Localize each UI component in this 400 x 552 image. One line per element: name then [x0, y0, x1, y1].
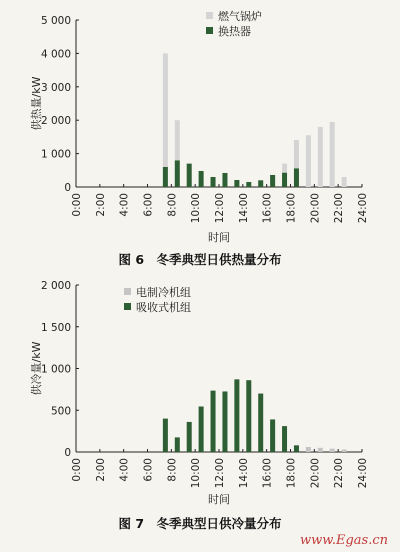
- chart-heat-supply: [29, 9, 369, 267]
- x-tick-label: 6:00: [142, 458, 155, 482]
- bar: [222, 173, 227, 187]
- bar: [270, 175, 275, 187]
- x-tick-label: 0:00: [71, 458, 83, 482]
- legend-swatch: [206, 27, 213, 34]
- y-tick-label: 1 500: [40, 321, 71, 334]
- y-axis-title: 供热量/kW: [30, 76, 43, 131]
- y-tick-label: 2 000: [40, 115, 71, 128]
- legend-label: 吸收式机组: [136, 301, 191, 314]
- x-tick-label: 22:00: [333, 193, 346, 224]
- x-tick-label: 18:00: [285, 458, 298, 489]
- x-tick-label: 12:00: [214, 458, 226, 489]
- bar: [175, 160, 180, 187]
- x-tick-label: 16:00: [261, 193, 274, 224]
- bar: [318, 127, 323, 187]
- x-tick-label: 8:00: [166, 458, 179, 482]
- bar: [163, 53, 168, 167]
- bar: [163, 419, 168, 452]
- bar: [187, 164, 192, 187]
- x-tick-label: 10:00: [190, 193, 203, 224]
- y-tick-label: 0: [64, 447, 71, 459]
- x-tick-label: 2:00: [94, 458, 107, 482]
- bar: [234, 180, 239, 187]
- legend-label: 换热器: [218, 25, 251, 38]
- bar: [175, 437, 180, 452]
- y-tick-label: 500: [50, 405, 71, 418]
- y-tick-label: 2 000: [40, 280, 71, 292]
- bar: [199, 171, 204, 187]
- x-tick-label: 14:00: [237, 192, 250, 224]
- x-axis-title: 时间: [208, 493, 230, 506]
- bar: [318, 448, 323, 452]
- bar: [211, 391, 216, 452]
- x-tick-label: 10:00: [190, 458, 203, 489]
- bar: [282, 173, 287, 187]
- y-tick-label: 0: [64, 182, 71, 194]
- x-tick-label: 4:00: [118, 458, 131, 482]
- bar: [294, 140, 299, 168]
- bar: [342, 177, 347, 187]
- bar: [342, 449, 347, 452]
- x-tick-label: 24:00: [357, 193, 369, 224]
- figure-caption: 图 6 冬季典型日供热量分布: [118, 252, 282, 267]
- bar: [234, 379, 239, 452]
- bar: [330, 449, 335, 452]
- bar: [246, 380, 251, 452]
- bar: [175, 120, 180, 160]
- bar: [330, 122, 335, 187]
- x-tick-label: 20:00: [309, 458, 322, 489]
- x-tick-label: 8:00: [166, 193, 179, 217]
- y-tick-label: 1 000: [40, 363, 71, 376]
- x-tick-label: 14:00: [237, 458, 250, 489]
- x-tick-label: 6:00: [142, 193, 155, 217]
- y-tick-label: 4 000: [40, 48, 71, 61]
- bar: [258, 180, 263, 187]
- x-tick-label: 18:00: [285, 193, 298, 224]
- bar: [294, 168, 299, 187]
- legend-swatch: [124, 288, 131, 295]
- x-tick-label: 2:00: [94, 193, 107, 217]
- figure-caption: 图 7 冬季典型日供冷量分布: [118, 516, 282, 531]
- x-tick-label: 20:00: [309, 193, 322, 224]
- chart-cooling-supply: [29, 280, 369, 531]
- x-tick-label: 12:00: [214, 193, 226, 224]
- bar: [199, 406, 204, 452]
- bar: [282, 164, 287, 173]
- y-tick-label: 5 000: [40, 15, 71, 27]
- bar: [282, 426, 287, 452]
- bar: [294, 445, 299, 452]
- bar: [163, 167, 168, 187]
- watermark: www.Egas.cn: [300, 533, 388, 548]
- bar: [270, 419, 275, 452]
- y-tick-label: 1 000: [40, 148, 71, 161]
- bar: [211, 177, 216, 187]
- y-axis-title: 供冷量/kW: [30, 341, 43, 396]
- legend-label: 燃气锅炉: [218, 10, 262, 23]
- bar: [306, 135, 311, 187]
- bar: [246, 182, 251, 187]
- x-tick-label: 0:00: [71, 193, 83, 217]
- legend-label: 电制冷机组: [136, 286, 191, 299]
- x-tick-label: 16:00: [261, 458, 274, 489]
- y-tick-label: 3 000: [40, 81, 71, 94]
- bar: [187, 422, 192, 452]
- x-tick-label: 24:00: [357, 458, 369, 489]
- x-axis-title: 时间: [208, 231, 230, 244]
- bar: [258, 394, 263, 452]
- bar: [306, 447, 311, 452]
- bar: [222, 391, 227, 452]
- x-tick-label: 22:00: [333, 458, 346, 489]
- legend-swatch: [206, 12, 213, 19]
- x-tick-label: 4:00: [118, 193, 131, 217]
- legend-swatch: [124, 303, 131, 310]
